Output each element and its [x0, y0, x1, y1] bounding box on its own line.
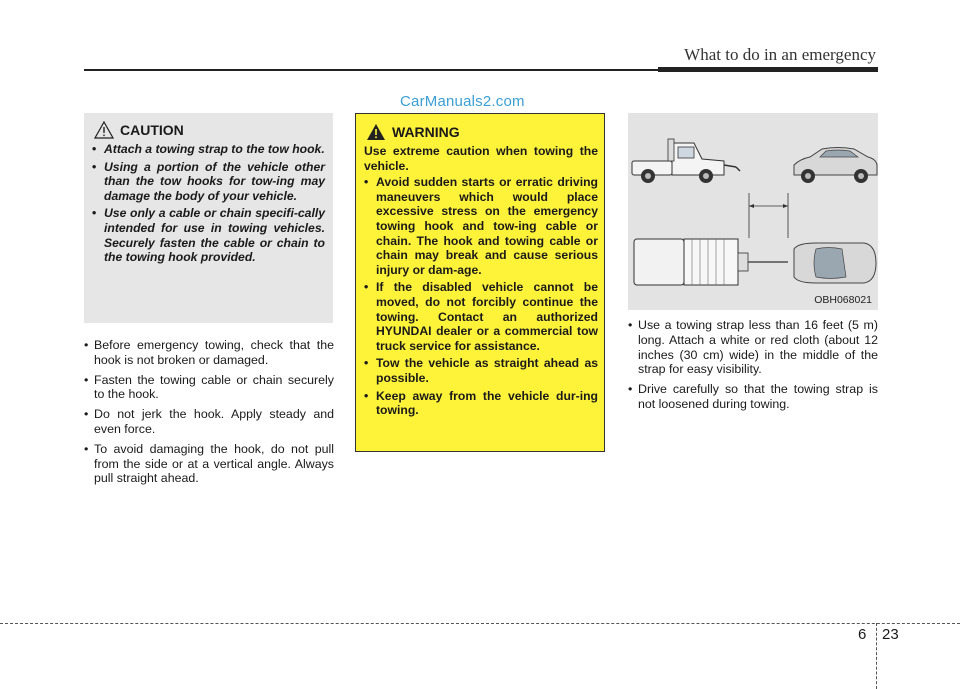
- left-bullet-list: [84, 338, 334, 491]
- bullet-item: • Drive carefully so that the towing strap is not loosened during towing.: [628, 382, 878, 411]
- warning-item: • Keep away from the vehicle dur-ing towing.: [364, 388, 598, 418]
- caution-list: [92, 142, 325, 265]
- caution-triangle-icon: [94, 121, 114, 139]
- figure-code: OBH068021: [814, 294, 872, 306]
- warning-header: [364, 123, 598, 141]
- caution-item: • Attach a towing strap to the tow hook.: [92, 142, 325, 156]
- bullet-item: • Before emergency towing, check that the hook is not broken or damaged.: [84, 338, 334, 367]
- towing-illustration: [628, 113, 878, 310]
- caution-item: • Using a portion of the vehicle other than the tow hooks for tow-ing may damage the body of your vehicle.: [92, 159, 325, 203]
- section-title: What to do in an emergency: [684, 45, 876, 64]
- caution-box: [84, 113, 333, 323]
- bullet-item: • Fasten the towing cable or chain securely to the hook.: [84, 372, 334, 402]
- warning-item: • Avoid sudden starts or erratic driving maneuvers which would place excessive stress on the emergency towing hook and tow-ing cable or chain. The hook and towing cable or chain may break and cause serious injury or dam-age.: [364, 175, 598, 277]
- tow-truck-top-icon: [634, 239, 788, 285]
- towing-diagram: [628, 113, 878, 310]
- warning-title: WARNING: [392, 124, 460, 140]
- tow-truck-side-icon: [632, 139, 740, 183]
- warning-intro: Use extreme caution when towing the vehicle.: [364, 144, 598, 173]
- towed-car-top-icon: [794, 243, 876, 283]
- warning-triangle-icon: [366, 123, 386, 141]
- warning-item: • Tow the vehicle as straight ahead as possible.: [364, 356, 598, 385]
- header-rule-accent: [658, 67, 878, 72]
- caution-header: [94, 121, 325, 139]
- caution-title: CAUTION: [120, 122, 184, 138]
- page-number: 23: [882, 626, 899, 643]
- watermark: CarManuals2.com: [400, 93, 525, 110]
- right-bullet-list: [628, 318, 878, 417]
- towed-car-side-icon: [794, 148, 877, 184]
- warning-item: • If the disabled vehicle cannot be moved, do not forcibly continue the towing. Contact an authorized HYUNDAI dealer or a commercial tow truck service for assistance.: [364, 280, 598, 353]
- chapter-number: 6: [858, 626, 867, 643]
- bullet-item: • Use a towing strap less than 16 feet (5 m) long. Attach a white or red cloth (about 12 inches (30 cm) wide) in the middle of the strap for easy visibility.: [628, 318, 878, 377]
- bullet-item: • To avoid damaging the hook, do not pull from the side or at a vertical angle. Always pull straight ahead.: [84, 441, 334, 486]
- warning-box: [355, 113, 605, 452]
- warning-list: [364, 175, 598, 418]
- footer-vertical-divider: [876, 623, 877, 689]
- footer-divider: [0, 623, 960, 624]
- bullet-item: • Do not jerk the hook. Apply steady and even force.: [84, 407, 334, 436]
- caution-item: • Use only a cable or chain specifi-cally intended for use in towing vehicles. Securely fasten the cable or chain to the towing hook provided.: [92, 206, 325, 265]
